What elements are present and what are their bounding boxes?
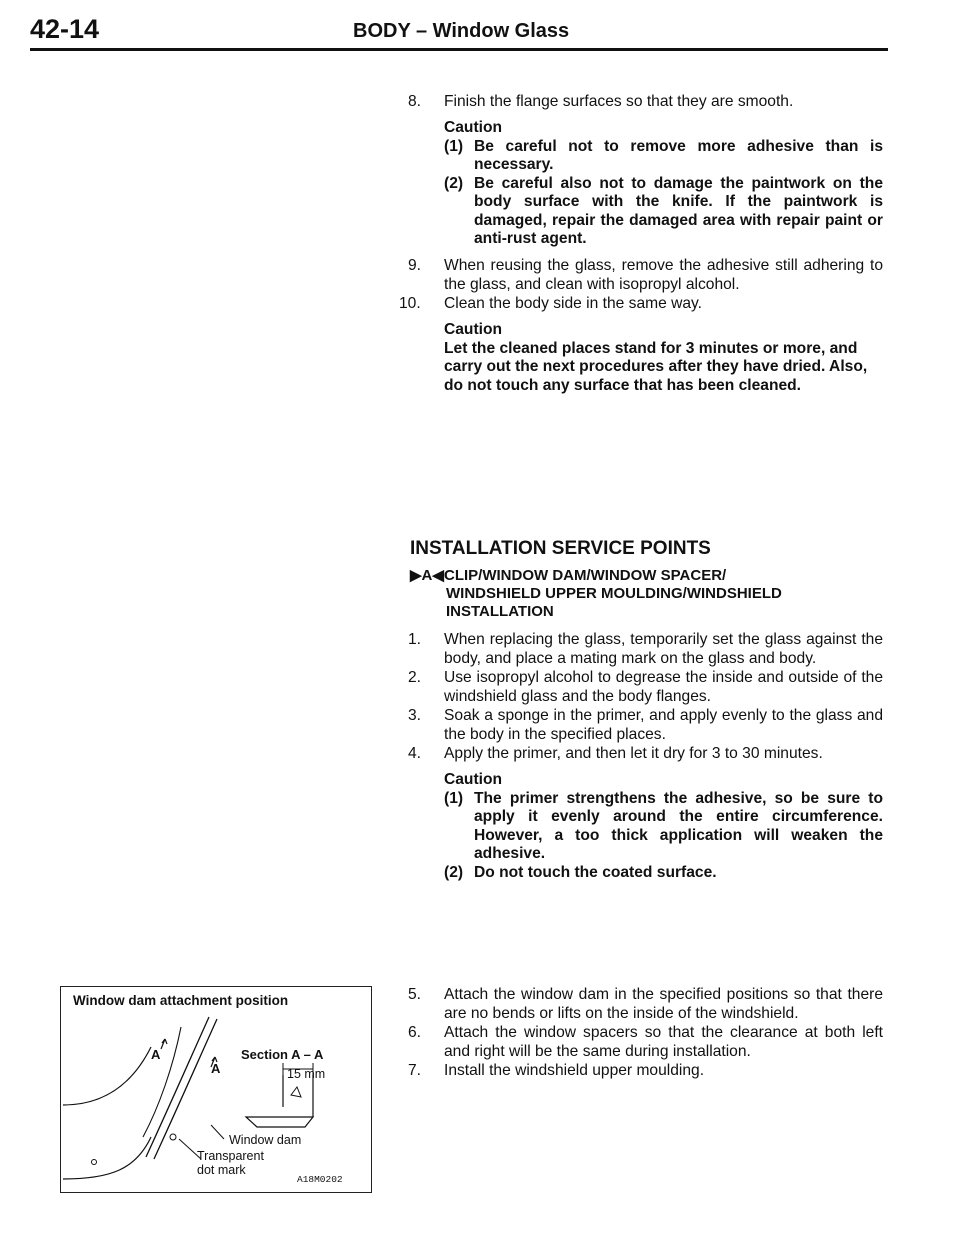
step-2 [408,668,883,706]
step-text: When reusing the glass, remove the adhesive still adhering to the glass, and clean with isopropyl alcohol. [444,257,883,293]
step-text: Apply the primer, and then let it dry for 3 to 30 minutes. [444,745,823,762]
step-text: Clean the body side in the same way. [444,295,703,312]
step-text: Use isopropyl alcohol to degrease the inside and outside of the windshield glass and the body flanges. [444,669,883,705]
procedure-heading [410,567,782,621]
section-caption: Section A – A [241,1047,324,1062]
removal-section [408,92,883,249]
installation-steps-cont [408,985,883,1080]
caution-item [444,864,883,883]
window-dam-figure [60,986,372,1193]
dot-mark-icon [92,1160,97,1165]
caution-item-number: (1) [444,789,464,807]
step-number: 9. [408,257,422,274]
caution-item-text: Be careful not to remove more adhesive than is necessary. [474,137,883,173]
caution-item-number: (1) [444,137,464,155]
installation-steps [408,630,883,882]
installation-heading: INSTALLATION SERVICE POINTS [410,538,711,559]
step-text: Finish the flange surfaces so that they are smooth. [444,93,794,110]
step-number: 8. [408,93,422,110]
caution-text: Let the cleaned places stand for 3 minutes or more, and carry out the next procedures after they have dried. Also, do not touch any surface that has been cleaned. [444,339,868,394]
step-5 [408,985,883,1023]
step-number: 7. [408,1062,422,1079]
body-curve [63,1137,151,1179]
step-9 [408,256,883,294]
caution-item-number: (2) [444,863,464,881]
step-7 [408,1061,883,1080]
step-text: Attach the window spacers so that the clearance at both left and right will be the same during installation. [444,1024,883,1060]
step-number: 3. [408,707,422,724]
caution-item-number: (2) [444,174,464,192]
caution-label: Caution [444,321,503,338]
section-label-a: A [211,1061,221,1076]
figure-code: A18M0202 [297,1174,343,1185]
page-number: 42-14 [30,14,100,44]
caution-item [444,175,883,249]
transparent-label: Transparent [197,1149,264,1163]
caution-item [444,138,883,175]
procedure-title-line: WINDSHIELD UPPER MOULDING/WINDSHIELD [446,585,782,602]
step-number: 5. [408,986,422,1003]
section-title: BODY – Window Glass [353,20,570,42]
procedure-title-line: CLIP/WINDOW DAM/WINDOW SPACER/ [444,567,727,584]
step-4 [408,744,883,763]
glass-edge-line [146,1017,209,1157]
header-rule [30,48,888,51]
step-text: Attach the window dam in the specified positions so that there are no bends or lifts on the inside of the windshield. [444,986,883,1022]
caution-item-text: Do not touch the coated surface. [474,863,717,881]
step-text: When replacing the glass, temporarily set the glass against the body, and place a mating mark on the glass and body. [444,631,883,667]
dimension-label: 15 mm [287,1067,326,1081]
step-number: 1. [408,631,422,648]
step-number: 4. [408,745,422,762]
section-label-a: A [151,1047,161,1062]
caution-block-2 [408,321,883,395]
step-8 [408,92,883,111]
step-number: 6. [408,1024,422,1041]
glass-edge-line [154,1019,217,1159]
figure-title: Window dam attachment position [73,993,289,1008]
procedure-marker-icon: ▶A◀ [410,567,444,584]
caution-block-1 [408,119,883,249]
window-dam-shape [246,1117,313,1127]
caution-block-3 [408,771,883,882]
procedure-title-line: INSTALLATION [446,603,554,620]
caution-label: Caution [444,771,503,788]
step-1 [408,630,883,668]
leader-line [211,1125,224,1139]
caution-item-text: The primer strengthens the adhesive, so be sure to apply it evenly around the entire circumference. However, a too thick application will weaken the adhesive. [474,789,883,862]
caution-label: Caution [444,119,503,136]
step-text: Install the windshield upper moulding. [444,1062,705,1079]
step-text: Soak a sponge in the primer, and apply evenly to the glass and the body in the specified places. [444,707,883,743]
step-3 [408,706,883,744]
step-number: 10. [399,295,421,312]
step-number: 2. [408,669,422,686]
dot-mark-label: dot mark [197,1163,246,1177]
caution-item-text: Be careful also not to damage the paintwork on the body surface with the knife. If the paintwork is damaged, repair the damaged area with repair paint or anti-rust agent. [474,174,883,247]
dot-mark-icon [170,1134,176,1140]
step-10 [399,294,883,313]
step-6 [408,1023,883,1061]
removal-section-cont [399,256,883,395]
window-dam-label: Window dam [229,1133,302,1147]
caution-item [444,790,883,864]
body-curve [63,1047,151,1105]
